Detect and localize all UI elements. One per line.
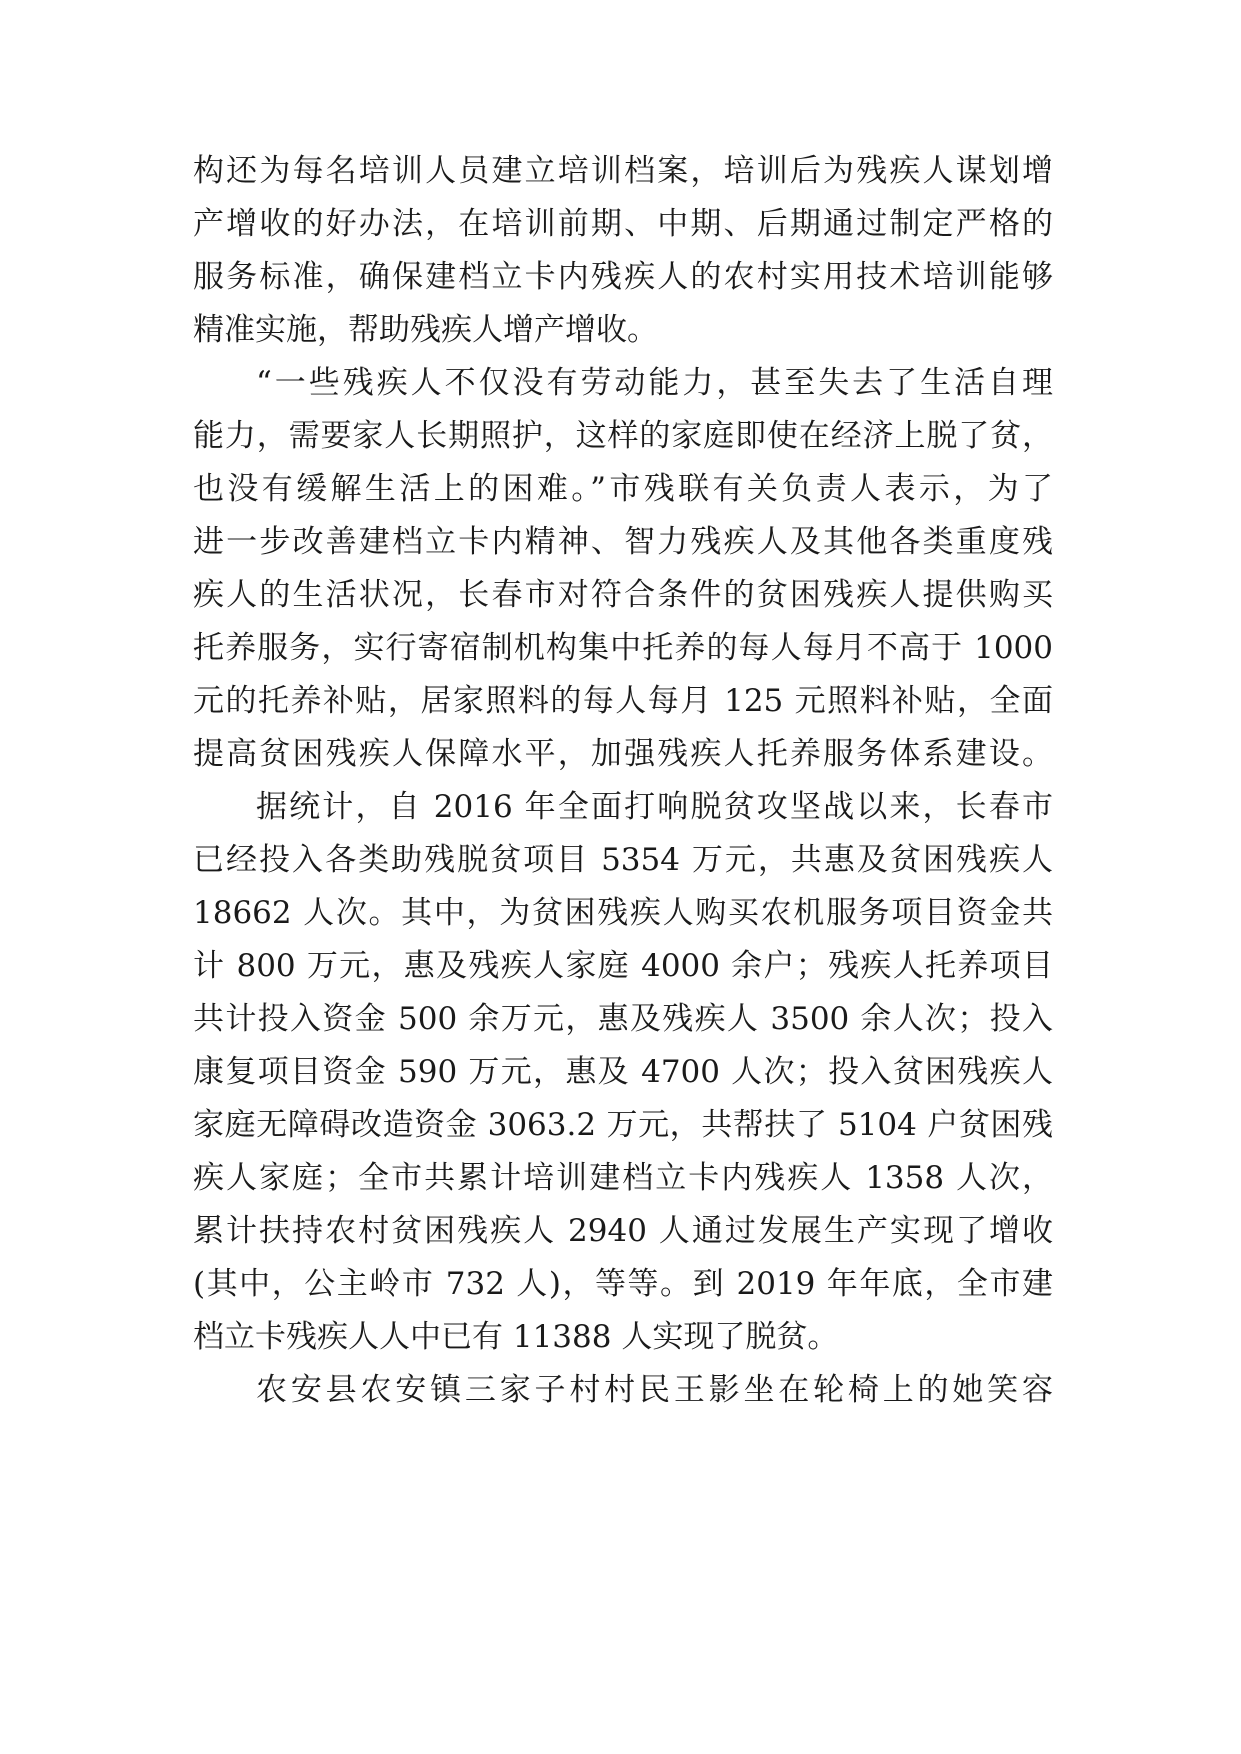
paragraph-2-line-1: “一些残疾人不仅没有劳动能力，甚至失去了生活自理 [256,365,1053,401]
paragraph-3-line-8: 疾人家庭；全市共累计培训建档立卡内残疾人 1358 人次， [193,1160,1053,1196]
paragraph-2-line-3: 也没有缓解生活上的困难。”市残联有关负责人表示，为了 [193,471,1053,507]
paragraph-2-line-4: 进一步改善建档立卡内精神、智力残疾人及其他各类重度残 [193,524,1053,560]
paragraph-1-line-4: 精准实施，帮助残疾人增产增收。 [193,312,658,348]
paragraph-3-line-5: 共计投入资金 500 余万元，惠及残疾人 3500 余人次；投入 [193,1001,1053,1037]
paragraph-3-line-10: (其中，公主岭市 732 人)，等等。到 2019 年年底，全市建 [193,1266,1053,1302]
paragraph-1-line-3: 服务标准，确保建档立卡内残疾人的农村实用技术培训能够 [193,259,1053,295]
paragraph-3-line-11: 档立卡残疾人人中已有 11388 人实现了脱贫。 [193,1319,839,1355]
paragraph-3-line-1: 据统计，自 2016 年全面打响脱贫攻坚战以来，长春市 [256,789,1053,825]
paragraph-3-line-7: 家庭无障碍改造资金 3063.2 万元，共帮扶了 5104 户贫困残 [193,1107,1053,1143]
paragraph-2-line-7: 元的托养补贴，居家照料的每人每月 125 元照料补贴，全面 [193,683,1053,719]
paragraph-3-line-2: 已经投入各类助残脱贫项目 5354 万元，共惠及贫困残疾人 [193,842,1053,878]
paragraph-2-line-8: 提高贫困残疾人保障水平，加强残疾人托养服务体系建设。 [193,736,1053,772]
paragraph-2-line-6: 托养服务，实行寄宿制机构集中托养的每人每月不高于 1000 [193,630,1053,666]
paragraph-3-line-6: 康复项目资金 590 万元，惠及 4700 人次；投入贫困残疾人 [193,1054,1053,1090]
paragraph-3-line-3: 18662 人次。其中，为贫困残疾人购买农机服务项目资金共 [193,895,1053,931]
paragraph-3-line-9: 累计扶持农村贫困残疾人 2940 人通过发展生产实现了增收 [193,1213,1053,1249]
paragraph-3-line-4: 计 800 万元，惠及残疾人家庭 4000 余户；残疾人托养项目 [193,948,1053,984]
paragraph-2-line-2: 能力，需要家人长期照护，这样的家庭即使在经济上脱了贫， [193,418,1053,454]
paragraph-2-line-5: 疾人的生活状况，长春市对符合条件的贫困残疾人提供购买 [193,577,1053,613]
paragraph-1-line-1: 构还为每名培训人员建立培训档案，培训后为残疾人谋划增 [193,153,1053,189]
paragraph-1-line-2: 产增收的好办法，在培训前期、中期、后期通过制定严格的 [193,206,1053,242]
paragraph-4-line-1: 农安县农安镇三家子村村民王影坐在轮椅上的她笑容 [256,1372,1053,1408]
